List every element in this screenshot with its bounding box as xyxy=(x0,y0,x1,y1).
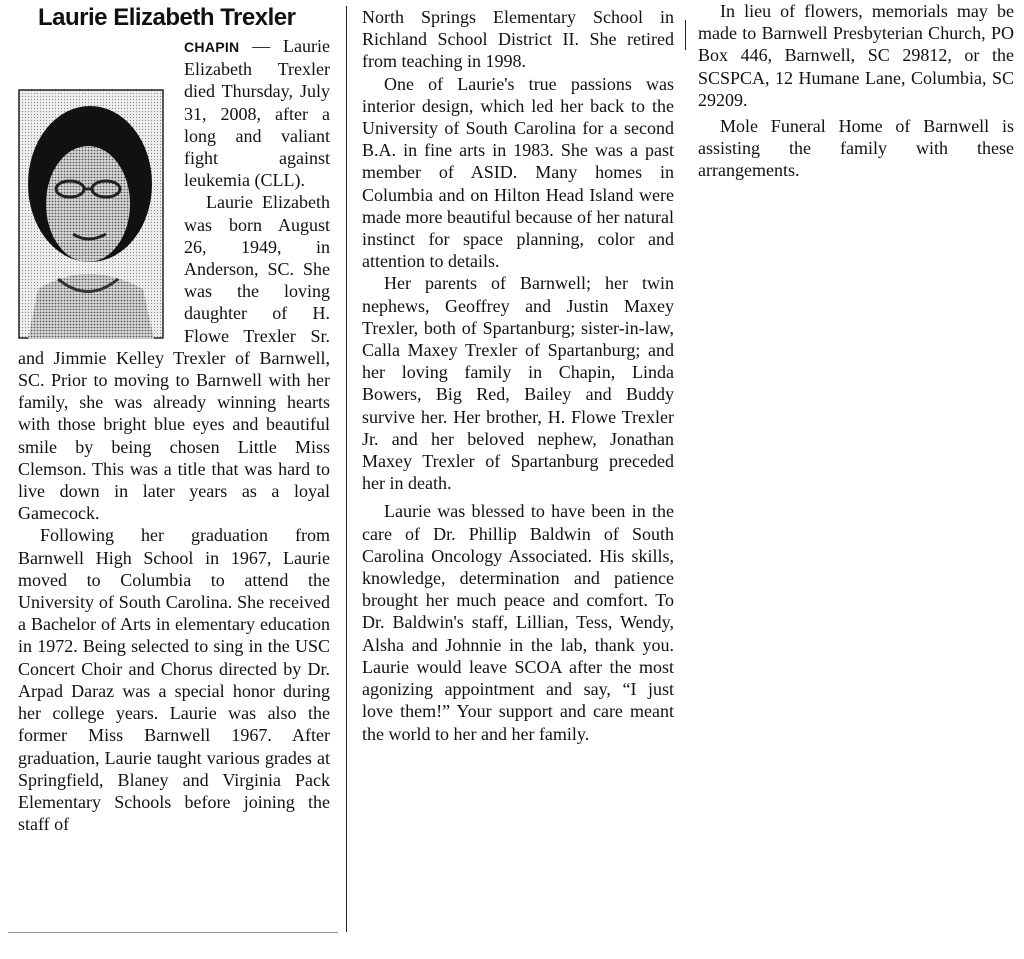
obituary-column-1 xyxy=(18,0,330,835)
paragraph: Laurie Elizabeth was born August 26, 1949, in Anderson, SC. She was the loving daughter of H. Flowe Trexler Sr. and Jimmie Kelley Trexler of Barnwell, SC. Prior to moving to Barnwell with her family, she was already winning hearts with those bright blue eyes and beautiful smile by being chosen Little Miss Clemson. This was a title that was hard to live down in later years as a loyal Gamecock. xyxy=(18,192,330,524)
paragraph: One of Laurie's true passions was interior design, which led her back to the University of South Carolina for a second B.A. in fine arts in 1983. She was a past member of ASID. Many homes in Columbia and on Hilton Head Island were made more beautiful because of her natural instinct for space planning, color and attention to details. xyxy=(362,73,674,272)
obituary-column-2 xyxy=(362,6,674,745)
obituary-column-3 xyxy=(698,0,1014,182)
portrait-photo-icon xyxy=(18,89,164,339)
paragraph: Laurie was blessed to have been in the care of Dr. Phillip Baldwin of South Carolina Oncology Associated. His skills, knowledge, determination and patience brought her much peace and comfort. To Dr. Baldwin's staff, Lillian, Tess, Wendy, Alsha and Johnnie in the lab, thank you. Laurie would leave SCOA after the most agonizing appointment and say, “I just love them!” Your support and care meant the world to her and her family. xyxy=(362,501,674,744)
column-divider xyxy=(685,20,686,50)
paragraph: North Springs Elementary School in Richland School District II. She retired from teaching in 1998. xyxy=(362,7,674,72)
paragraph: In lieu of flowers, memorials may be made to Barnwell Presbyterian Church, PO Box 446, Barnwell, SC 29812, or the SCSPCA, 12 Humane Lane, Columbia, SC 29209. xyxy=(698,1,1014,110)
bottom-divider xyxy=(8,932,338,933)
dateline: CHAPIN xyxy=(184,39,240,55)
headline: Laurie Elizabeth Trexler xyxy=(38,4,296,31)
paragraph: Mole Funeral Home of Barnwell is assisting the family with these arrangements. xyxy=(698,116,1014,181)
paragraph: Her parents of Barnwell; her twin nephews, Geoffrey and Justin Maxey Trexler, both of Spartanburg; sister-in-law, Calla Maxey Trexler of Spartanburg; and her loving family in Chapin, Linda Bowers, Big Red, Bailey and Buddy survive her. Her brother, H. Flowe Trexler Jr. and her beloved nephew, Jonathan Maxey Trexler of Spartanburg preceded her in death. xyxy=(362,273,674,494)
lead-paragraph: — Laurie Elizabeth Trexler died Thursday, July 31, 2008, after a long and valiant fight against leukemia (CLL). xyxy=(184,36,330,191)
paragraph: Following her graduation from Barnwell High School in 1967, Laurie moved to Columbia to attend the University of South Carolina. She received a Bachelor of Arts in elementary education in 1972. Being selected to sing in the USC Concert Choir and Chorus directed by Dr. Arpad Daraz was a special honor during her college years. Laurie was also the former Miss Barnwell 1967. After graduation, Laurie taught various grades at Springfield, Blaney and Virginia Pack Elementary Schools before joining the staff of xyxy=(18,525,330,835)
portrait-photo xyxy=(18,89,164,339)
column-divider xyxy=(346,6,347,932)
